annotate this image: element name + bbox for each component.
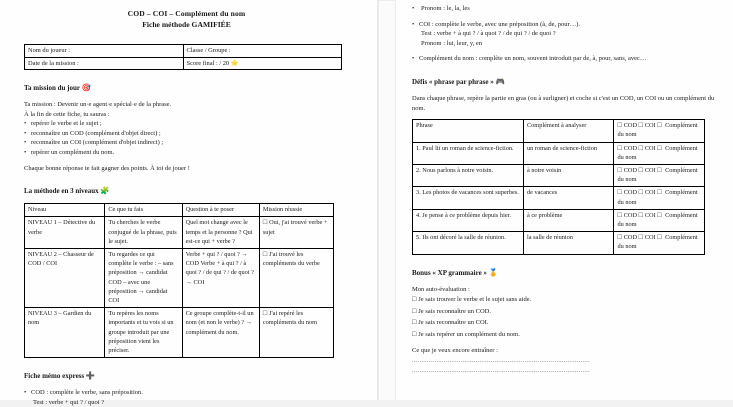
checkbox-label: Je sais repérer un complément du nom. [418,330,520,338]
table-row [25,45,342,58]
list-item[interactable] [412,317,717,329]
challenges-heading [412,77,717,87]
list-item[interactable] [412,294,717,306]
list-item: • repérer le verbe et le sujet ; [24,119,349,129]
table-row [25,57,342,70]
memo-item-pronom: Pronom : lui, leur, y, en [421,39,483,47]
page-right [396,0,733,400]
challenges-heading-label: Défis « phrase par phrase » [412,77,494,86]
cell-mission[interactable] [259,217,333,249]
checkbox-icon[interactable]: □ [638,121,643,130]
checkbox-cdn[interactable]: □ [657,210,662,219]
cell-mission-label: J'ai trouvé les compléments du verbe [262,250,320,268]
table-header-row [413,120,705,142]
list-item [24,388,349,407]
list-item[interactable] [412,306,717,318]
column-header-complement: Complément à analyser [523,120,614,142]
table-row [25,217,334,249]
mission-heading-label: Ta mission du jour [24,84,80,92]
cell-mission[interactable] [259,308,333,358]
medal-icon: 🏅 [488,267,499,277]
option-label-cod: COD [623,189,637,197]
cell-action: Tu regardes ce qui complète le verbe : – sans préposition → candidat COD – avec une préposition → candidat COI [105,248,182,307]
checkbox-cdn[interactable]: □ [657,233,662,242]
cell-question: Verbe + qui ? / quoi ? → COD Verbe + à qui ? / à quoi ? / de qui ? / de quoi ? → COI [182,248,259,307]
cell-mission[interactable] [259,248,333,307]
memo-list-left [24,388,349,407]
column-header-action: Ce que tu fais [105,204,182,217]
checkbox-cod[interactable]: □ [617,188,622,197]
memo-item-main: COD : complète le verbe, sans préposition. [31,389,143,397]
option-label-cod: COD [623,211,637,219]
page-subtitle: Fiche méthode GAMIFIÉE [142,20,231,29]
method-levels-table [24,203,334,358]
bonus-selfeval-label: Mon auto-évaluation : [412,285,470,293]
cell-phrase: 1. Paul lit un roman de science-fiction. [413,142,524,164]
cell-options[interactable] [614,209,705,231]
column-header-question: Question à te poser [182,204,259,217]
table-row [413,142,705,164]
table-row [25,308,334,358]
mission-date-field[interactable]: Date de la mission : [25,57,184,70]
checkbox-icon[interactable]: □ [617,121,622,130]
class-group-field[interactable]: Classe / Groupe : [183,45,342,58]
list-item [412,54,717,64]
checkbox-cdn[interactable]: □ [657,143,662,152]
option-label-cod: COD [623,234,637,242]
checkbox-label: Je sais reconnaître un COD. [418,307,491,315]
column-header-phrase: Phrase [413,120,524,142]
video-game-icon: 🎮 [495,76,505,86]
method-heading-label: La méthode en 3 niveaux [24,187,99,196]
column-header-niveau: Niveau [25,204,105,217]
option-label-cdn: Complément du nom [617,122,698,139]
checkbox-icon[interactable]: □ [412,329,417,338]
star-icon: ⭐ [230,59,239,67]
checkbox-cod[interactable]: □ [617,233,622,242]
memo-item-main: Complément du nom : complète un nom, souvent introduit par de, à, pour, sans, avec… [419,55,647,63]
checkbox-cod[interactable]: □ [617,143,622,152]
cell-phrase: 3. Les photos de vacances sont superbes. [413,187,524,209]
option-label-cdn: Complément du nom [617,144,698,161]
mission-intro-2: À la fin de cette fiche, tu sauras : [24,110,110,118]
cell-complement: un roman de science-fiction [523,142,614,164]
checkbox-cdn[interactable]: □ [657,165,662,174]
checkbox-coi[interactable]: □ [638,210,643,219]
cell-complement: la salle de réunion [523,232,614,254]
cell-action: Tu cherches le verbe conjugué de la phrase, puis le sujet. [105,217,182,249]
option-label-coi: COI [644,144,656,152]
checkbox-icon[interactable]: □ [412,295,417,304]
checkbox-cdn[interactable]: □ [657,188,662,197]
table-header-row [25,204,334,217]
final-score-label: Score final : / 20 [186,59,231,67]
final-score-field[interactable] [183,57,342,70]
cell-complement: à notre voisin [523,164,614,186]
cell-phrase: 2. Nous parlons à notre voisin. [413,164,524,186]
checkbox-icon[interactable]: □ [262,309,268,318]
checkbox-icon[interactable]: □ [412,306,417,315]
list-item: • repérer un complément du nom. [24,148,349,158]
checkbox-coi[interactable]: □ [638,143,643,152]
cell-options[interactable] [614,187,705,209]
cell-mission-label: J'ai repéré les compléments du nom [262,310,318,327]
cell-options[interactable] [614,142,705,164]
write-in-line-2[interactable]: ............................................................................................... [412,366,591,374]
checkbox-cod[interactable]: □ [617,165,622,174]
memo-item-main: COI : complète le verbe, avec une préposition (à, de, pour…). [419,20,580,28]
table-row [413,164,705,186]
table-row [413,232,705,254]
memo-item-0-pronom: • Pronom : le, la, les [421,5,470,12]
option-label-cdn: Complément du nom [617,234,698,251]
option-label-cod: COD [623,144,637,152]
cell-niveau: NIVEAU 3 – Gardien du nom [25,308,105,358]
cell-niveau: NIVEAU 1 – Détective du verbe [25,217,105,249]
cell-mission-label: Oui, j'ai trouvé verbe + sujet [262,219,328,236]
challenges-table [412,119,705,254]
cell-options[interactable] [614,164,705,186]
identity-table [24,44,342,70]
list-item[interactable] [412,329,717,341]
bonus-followup-label: Ce que je veux encore entraîner : [412,347,498,355]
option-label-coi: COI [644,166,656,174]
memo-list-coi [412,20,717,49]
option-label-cdn: Complément du nom [617,189,698,206]
bonus-heading-label: Bonus « XP grammaire » [412,268,487,277]
checkbox-icon[interactable]: □ [262,218,268,227]
table-row [413,209,705,231]
checkbox-icon[interactable]: □ [657,121,662,130]
option-label-coi: COI [644,122,656,130]
mission-intro-1: Ta mission : Devenir un·e agent·e spécial·e de la phrase. [24,101,172,108]
option-label-cod: COD [623,122,637,130]
cell-question: Ce groupe complète-t-il un nom (et non le verbe) ? → complément du nom. [182,308,259,358]
cell-complement: à ce problème [523,209,614,231]
cell-niveau: NIVEAU 2 – Chasseur de COD / COI [25,248,105,307]
write-in-line-1[interactable]: ............................................................................................... [412,356,591,364]
option-label-cdn: Complément du nom [617,166,698,184]
cell-action: Tu repères les noms importants et tu vois si un groupe introduit par une préposition vient les préciser. [105,308,182,358]
list-item [412,4,717,14]
column-header-mission: Mission réussie [259,204,333,217]
checkbox-icon[interactable]: □ [412,318,417,327]
option-label-coi: COI [644,189,656,197]
mission-closing: Chaque bonne réponse te fait gagner des points. À toi de jouer ! [24,164,190,172]
cell-phrase: 5. Ils ont décoré la salle de réunion. [413,232,524,254]
option-label-cod: COD [623,166,637,174]
puzzle-icon: 🧩 [100,186,110,196]
memo-list-right [412,4,717,14]
option-label-coi: COI [644,234,656,242]
checkbox-label: Je sais reconnaître un COI. [418,319,489,327]
option-label-coi: COI [644,211,656,219]
mission-heading [24,83,349,93]
bonus-heading [412,268,717,278]
method-heading [24,186,349,196]
challenges-intro: Dans chaque phrase, repère la partie en gras (ou à surligner) et coche si c'est un COD, un COI ou un complément du nom. [412,94,715,112]
memo-item-test: Test : verbe + à qui ? / à quoi ? / de qui ? / de quoi ? [421,30,556,38]
page-title: COD – COI – Complément du nom [127,9,246,18]
target-icon: 🎯 [81,83,91,92]
bonus-checklist [412,294,717,340]
player-name-field[interactable]: Nom du joueur : [25,45,184,58]
list-item: • reconnaître un COI (complément d'objet indirect) ; [24,138,349,148]
column-header-options [614,120,705,142]
cell-question: Quel mot change avec le temps et la personne ? Qui est-ce qui + verbe ? [182,217,259,249]
checkbox-label: Je sais trouver le verbe et le sujet sans aide. [418,296,532,304]
checkbox-coi[interactable]: □ [638,188,643,197]
checkbox-coi[interactable]: □ [638,233,643,242]
list-item [412,20,717,49]
table-row [413,187,705,209]
list-item: • reconnaître un COD (complément d'objet direct) ; [24,129,349,139]
table-row [25,248,334,307]
memo-item-test: Test : verbe + qui ? / quoi ? [33,398,105,406]
cell-options[interactable] [614,232,705,254]
mission-skill-list [24,119,349,157]
checkbox-coi[interactable]: □ [638,165,643,174]
memo-heading-label: Fiche mémo express [24,372,85,381]
option-label-cdn: Complément du nom [617,211,698,228]
page-gutter [378,0,396,400]
cell-complement: de vacances [523,187,614,209]
checkbox-icon[interactable]: □ [262,249,268,258]
checkbox-cod[interactable]: □ [617,210,622,219]
plus-icon: ➕ [85,371,96,381]
cell-phrase: 4. Je pense à ce problème depuis hier. [413,209,524,231]
memo-heading [24,371,349,381]
memo-list-cdn [412,54,717,64]
